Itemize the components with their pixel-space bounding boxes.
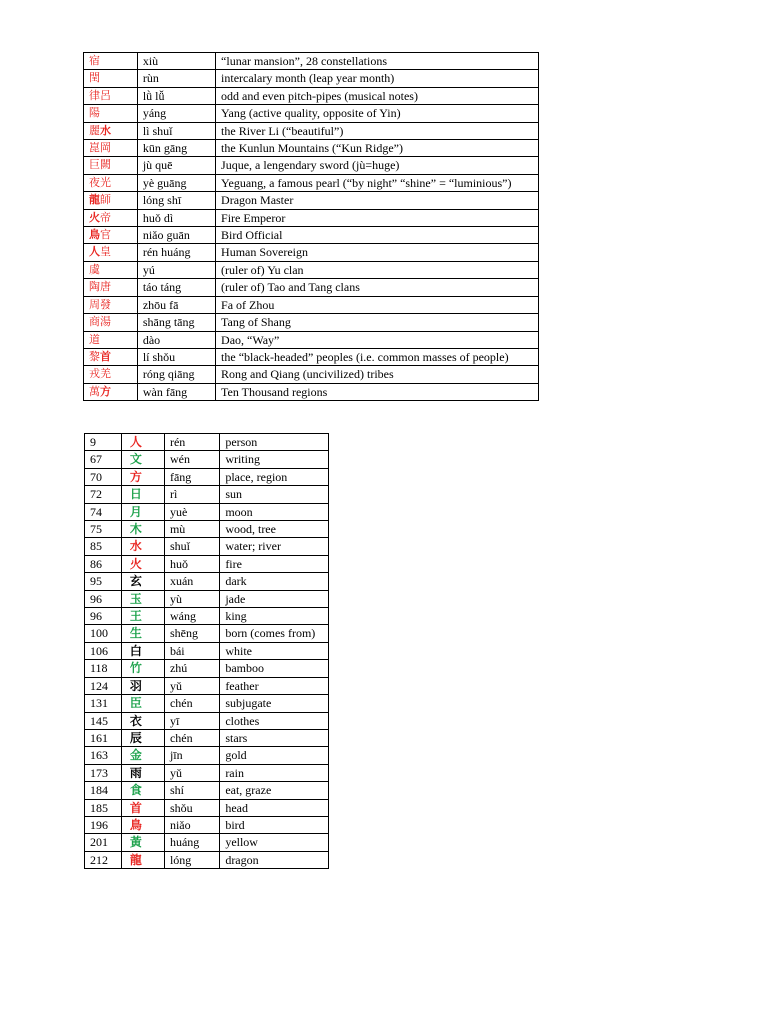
radical-meaning: born (comes from) bbox=[220, 625, 329, 642]
radical-pinyin: yǔ bbox=[164, 677, 219, 694]
radical-pinyin: chén bbox=[164, 729, 219, 746]
radical-meaning: dragon bbox=[220, 851, 329, 868]
vocab-row bbox=[84, 209, 539, 226]
radical-meaning: king bbox=[220, 608, 329, 625]
vocab-pinyin: yú bbox=[137, 261, 215, 278]
vocab-term bbox=[84, 261, 138, 278]
vocab-term-char: 火 bbox=[89, 210, 100, 224]
vocab-term bbox=[84, 140, 138, 157]
radical-number: 100 bbox=[85, 625, 122, 642]
vocab-term-char: 麗 bbox=[89, 123, 100, 137]
radical-pinyin: shǒu bbox=[164, 799, 219, 816]
radical-row bbox=[85, 521, 329, 538]
vocab-term-char: 虞 bbox=[89, 262, 100, 276]
radical-row bbox=[85, 538, 329, 555]
radical-character: 竹 bbox=[121, 660, 164, 677]
radical-pinyin: rì bbox=[164, 486, 219, 503]
vocab-term bbox=[84, 366, 138, 383]
radical-pinyin: zhú bbox=[164, 660, 219, 677]
vocab-row bbox=[84, 227, 539, 244]
vocab-row bbox=[84, 192, 539, 209]
vocab-term-char: 方 bbox=[100, 384, 111, 398]
vocab-row bbox=[84, 314, 539, 331]
vocab-term-char: 戎羌 bbox=[89, 367, 111, 381]
vocab-term-char: 宿 bbox=[89, 54, 100, 67]
vocab-term-char: 皇 bbox=[100, 245, 111, 259]
radical-character: 火 bbox=[121, 555, 164, 572]
radical-pinyin: shuǐ bbox=[164, 538, 219, 555]
vocab-meaning: Fire Emperor bbox=[216, 209, 539, 226]
radical-number: 145 bbox=[85, 712, 122, 729]
vocab-pinyin: kūn gāng bbox=[137, 140, 215, 157]
radical-number: 196 bbox=[85, 816, 122, 833]
radical-meaning: stars bbox=[220, 729, 329, 746]
radical-number: 185 bbox=[85, 799, 122, 816]
vocab-row bbox=[84, 87, 539, 104]
radical-pinyin: lóng bbox=[164, 851, 219, 868]
vocab-pinyin: wàn fāng bbox=[137, 383, 215, 400]
vocab-term bbox=[84, 174, 138, 191]
vocab-term-char: 閏 bbox=[89, 71, 100, 85]
radical-row bbox=[85, 712, 329, 729]
vocab-pinyin: lì shuǐ bbox=[137, 122, 215, 139]
radical-character: 衣 bbox=[121, 712, 164, 729]
radical-row bbox=[85, 677, 329, 694]
radical-row bbox=[85, 573, 329, 590]
vocab-pinyin: shāng tāng bbox=[137, 314, 215, 331]
radical-pinyin: huǒ bbox=[164, 555, 219, 572]
radical-meaning: subjugate bbox=[220, 695, 329, 712]
vocab-term-char: 巨闕 bbox=[89, 158, 111, 172]
radical-number: 124 bbox=[85, 677, 122, 694]
vocab-meaning: Fa of Zhou bbox=[216, 296, 539, 313]
radical-number: 75 bbox=[85, 521, 122, 538]
radical-pinyin: wén bbox=[164, 451, 219, 468]
vocab-term bbox=[84, 296, 138, 313]
vocab-term-char: 崑岡 bbox=[89, 141, 111, 155]
radical-number: 184 bbox=[85, 782, 122, 799]
radical-table bbox=[84, 433, 329, 869]
vocab-pinyin: rùn bbox=[137, 70, 215, 87]
vocab-pinyin: lí shǒu bbox=[137, 348, 215, 365]
vocab-term-char: 鳥 bbox=[89, 228, 100, 242]
radical-number: 72 bbox=[85, 486, 122, 503]
vocab-pinyin: huǒ dì bbox=[137, 209, 215, 226]
radical-pinyin: yī bbox=[164, 712, 219, 729]
radical-row bbox=[85, 555, 329, 572]
vocab-term-char: 夜光 bbox=[89, 175, 111, 189]
vocab-term-char: 人 bbox=[89, 245, 100, 259]
radical-character: 龍 bbox=[121, 851, 164, 868]
radical-pinyin: xuán bbox=[164, 573, 219, 590]
vocab-meaning: Tang of Shang bbox=[216, 314, 539, 331]
vocab-term bbox=[84, 87, 138, 104]
radical-character: 文 bbox=[121, 451, 164, 468]
radical-character: 黃 bbox=[121, 834, 164, 851]
radical-character: 臣 bbox=[121, 695, 164, 712]
radical-number: 67 bbox=[85, 451, 122, 468]
vocab-term bbox=[84, 227, 138, 244]
vocab-term-char: 水 bbox=[100, 123, 111, 137]
vocab-term-char: 道 bbox=[89, 332, 100, 346]
radical-meaning: moon bbox=[220, 503, 329, 520]
vocabulary-table bbox=[83, 52, 539, 401]
radical-pinyin: yuè bbox=[164, 503, 219, 520]
radical-pinyin: shí bbox=[164, 782, 219, 799]
vocab-term bbox=[84, 383, 138, 400]
vocab-row bbox=[84, 244, 539, 261]
vocab-row bbox=[84, 261, 539, 278]
vocab-term-char: 陶唐 bbox=[89, 280, 111, 294]
radical-number: 74 bbox=[85, 503, 122, 520]
radical-number: 131 bbox=[85, 695, 122, 712]
radical-character: 玄 bbox=[121, 573, 164, 590]
radical-pinyin: wáng bbox=[164, 608, 219, 625]
radical-meaning: person bbox=[220, 434, 329, 451]
radical-row bbox=[85, 590, 329, 607]
vocab-row bbox=[84, 122, 539, 139]
vocab-meaning: Yang (active quality, opposite of Yin) bbox=[216, 105, 539, 122]
radical-number: 212 bbox=[85, 851, 122, 868]
vocab-pinyin: jù quē bbox=[137, 157, 215, 174]
radical-meaning: eat, graze bbox=[220, 782, 329, 799]
vocab-pinyin: lóng shī bbox=[137, 192, 215, 209]
vocab-row bbox=[84, 348, 539, 365]
radical-character: 生 bbox=[121, 625, 164, 642]
radical-pinyin: huáng bbox=[164, 834, 219, 851]
radical-row bbox=[85, 851, 329, 868]
vocab-pinyin: zhōu fā bbox=[137, 296, 215, 313]
vocab-term bbox=[84, 70, 138, 87]
radical-pinyin: yù bbox=[164, 590, 219, 607]
vocab-term bbox=[84, 105, 138, 122]
radical-number: 173 bbox=[85, 764, 122, 781]
radical-character: 月 bbox=[121, 503, 164, 520]
vocab-meaning: (ruler of) Tao and Tang clans bbox=[216, 279, 539, 296]
radical-meaning: gold bbox=[220, 747, 329, 764]
vocab-term bbox=[84, 348, 138, 365]
radical-pinyin: yǔ bbox=[164, 764, 219, 781]
vocab-term-char: 龍 bbox=[89, 193, 100, 207]
radical-character: 人 bbox=[121, 434, 164, 451]
radical-character: 首 bbox=[121, 799, 164, 816]
vocab-pinyin: niǎo guān bbox=[137, 227, 215, 244]
vocab-row bbox=[84, 296, 539, 313]
radical-number: 96 bbox=[85, 608, 122, 625]
vocab-pinyin: táo táng bbox=[137, 279, 215, 296]
radical-number: 86 bbox=[85, 555, 122, 572]
vocab-meaning: Bird Official bbox=[216, 227, 539, 244]
radical-meaning: writing bbox=[220, 451, 329, 468]
radical-row bbox=[85, 468, 329, 485]
radical-meaning: dark bbox=[220, 573, 329, 590]
vocab-row bbox=[84, 383, 539, 400]
radical-table-body bbox=[85, 434, 329, 869]
vocab-meaning: Dao, “Way” bbox=[216, 331, 539, 348]
radical-character: 羽 bbox=[121, 677, 164, 694]
radical-row bbox=[85, 729, 329, 746]
radical-meaning: yellow bbox=[220, 834, 329, 851]
vocabulary-table-body bbox=[84, 53, 539, 401]
vocab-term-char: 帝 bbox=[100, 210, 111, 224]
vocab-row bbox=[84, 279, 539, 296]
radical-character: 玉 bbox=[121, 590, 164, 607]
radical-character: 日 bbox=[121, 486, 164, 503]
vocab-meaning: “lunar mansion”, 28 constellations bbox=[216, 53, 539, 70]
radical-row bbox=[85, 834, 329, 851]
vocab-term bbox=[84, 331, 138, 348]
radical-number: 106 bbox=[85, 642, 122, 659]
vocab-meaning: Juque, a lengendary sword (jù=huge) bbox=[216, 157, 539, 174]
vocab-pinyin: rén huáng bbox=[137, 244, 215, 261]
radical-number: 161 bbox=[85, 729, 122, 746]
radical-pinyin: mù bbox=[164, 521, 219, 538]
vocab-term-char: 律呂 bbox=[89, 88, 111, 102]
vocab-meaning: Dragon Master bbox=[216, 192, 539, 209]
vocab-row bbox=[84, 105, 539, 122]
vocab-term bbox=[84, 314, 138, 331]
radical-pinyin: jīn bbox=[164, 747, 219, 764]
vocab-term-char: 周發 bbox=[89, 297, 111, 311]
vocab-term-char: 師 bbox=[100, 193, 111, 207]
vocab-term-char: 萬 bbox=[89, 384, 100, 398]
vocab-term-char: 商湯 bbox=[89, 315, 111, 329]
vocab-row bbox=[84, 70, 539, 87]
radical-character: 金 bbox=[121, 747, 164, 764]
vocab-row bbox=[84, 366, 539, 383]
radical-row bbox=[85, 503, 329, 520]
vocab-term bbox=[84, 157, 138, 174]
radical-number: 70 bbox=[85, 468, 122, 485]
radical-row bbox=[85, 782, 329, 799]
radical-row bbox=[85, 799, 329, 816]
radical-number: 201 bbox=[85, 834, 122, 851]
vocab-row bbox=[84, 331, 539, 348]
radical-row bbox=[85, 625, 329, 642]
vocab-term-char: 陽 bbox=[89, 106, 100, 120]
vocab-term bbox=[84, 279, 138, 296]
radical-number: 96 bbox=[85, 590, 122, 607]
radical-meaning: wood, tree bbox=[220, 521, 329, 538]
radical-meaning: bird bbox=[220, 816, 329, 833]
radical-meaning: head bbox=[220, 799, 329, 816]
radical-character: 王 bbox=[121, 608, 164, 625]
vocab-term bbox=[84, 53, 138, 70]
radical-number: 95 bbox=[85, 573, 122, 590]
vocab-term bbox=[84, 244, 138, 261]
vocab-meaning: Rong and Qiang (uncivilized) tribes bbox=[216, 366, 539, 383]
radical-row bbox=[85, 695, 329, 712]
radical-number: 118 bbox=[85, 660, 122, 677]
vocab-row bbox=[84, 53, 539, 70]
vocab-meaning: intercalary month (leap year month) bbox=[216, 70, 539, 87]
radical-row bbox=[85, 451, 329, 468]
vocab-term-char: 黎 bbox=[89, 349, 100, 363]
vocab-meaning: Human Sovereign bbox=[216, 244, 539, 261]
vocab-meaning: odd and even pitch-pipes (musical notes) bbox=[216, 87, 539, 104]
radical-meaning: white bbox=[220, 642, 329, 659]
vocab-term-char: 官 bbox=[100, 228, 111, 242]
vocab-meaning: the River Li (“beautiful”) bbox=[216, 122, 539, 139]
radical-meaning: place, region bbox=[220, 468, 329, 485]
radical-row bbox=[85, 660, 329, 677]
radical-number: 163 bbox=[85, 747, 122, 764]
radical-row bbox=[85, 434, 329, 451]
vocab-pinyin: róng qiāng bbox=[137, 366, 215, 383]
radical-character: 方 bbox=[121, 468, 164, 485]
radical-meaning: fire bbox=[220, 555, 329, 572]
vocab-meaning: the Kunlun Mountains (“Kun Ridge”) bbox=[216, 140, 539, 157]
radical-row bbox=[85, 764, 329, 781]
radical-meaning: jade bbox=[220, 590, 329, 607]
radical-pinyin: rén bbox=[164, 434, 219, 451]
vocab-pinyin: yáng bbox=[137, 105, 215, 122]
radical-row bbox=[85, 486, 329, 503]
radical-meaning: water; river bbox=[220, 538, 329, 555]
vocab-row bbox=[84, 140, 539, 157]
radical-character: 食 bbox=[121, 782, 164, 799]
radical-pinyin: bái bbox=[164, 642, 219, 659]
radical-character: 辰 bbox=[121, 729, 164, 746]
radical-meaning: bamboo bbox=[220, 660, 329, 677]
vocab-pinyin: dào bbox=[137, 331, 215, 348]
radical-character: 雨 bbox=[121, 764, 164, 781]
vocab-meaning: Ten Thousand regions bbox=[216, 383, 539, 400]
radical-character: 水 bbox=[121, 538, 164, 555]
vocab-pinyin: xiù bbox=[137, 53, 215, 70]
radical-meaning: sun bbox=[220, 486, 329, 503]
vocab-meaning: the “black-headed” peoples (i.e. common masses of people) bbox=[216, 348, 539, 365]
radical-meaning: clothes bbox=[220, 712, 329, 729]
radical-pinyin: fāng bbox=[164, 468, 219, 485]
radical-character: 鳥 bbox=[121, 816, 164, 833]
vocab-row bbox=[84, 174, 539, 191]
vocab-meaning: Yeguang, a famous pearl (“by night” “shine” = “luminious”) bbox=[216, 174, 539, 191]
radical-number: 9 bbox=[85, 434, 122, 451]
vocab-term bbox=[84, 209, 138, 226]
radical-character: 白 bbox=[121, 642, 164, 659]
radical-pinyin: shēng bbox=[164, 625, 219, 642]
vocab-pinyin: lǜ lǚ bbox=[137, 87, 215, 104]
radical-row bbox=[85, 642, 329, 659]
vocab-term-char: 首 bbox=[100, 349, 111, 363]
vocab-pinyin: yè guāng bbox=[137, 174, 215, 191]
radical-number: 85 bbox=[85, 538, 122, 555]
vocab-row bbox=[84, 157, 539, 174]
vocab-meaning: (ruler of) Yu clan bbox=[216, 261, 539, 278]
radical-row bbox=[85, 747, 329, 764]
radical-meaning: rain bbox=[220, 764, 329, 781]
vocab-term bbox=[84, 122, 138, 139]
radical-character: 木 bbox=[121, 521, 164, 538]
radical-row bbox=[85, 816, 329, 833]
radical-row bbox=[85, 608, 329, 625]
vocab-term bbox=[84, 192, 138, 209]
radical-pinyin: chén bbox=[164, 695, 219, 712]
radical-pinyin: niǎo bbox=[164, 816, 219, 833]
radical-meaning: feather bbox=[220, 677, 329, 694]
